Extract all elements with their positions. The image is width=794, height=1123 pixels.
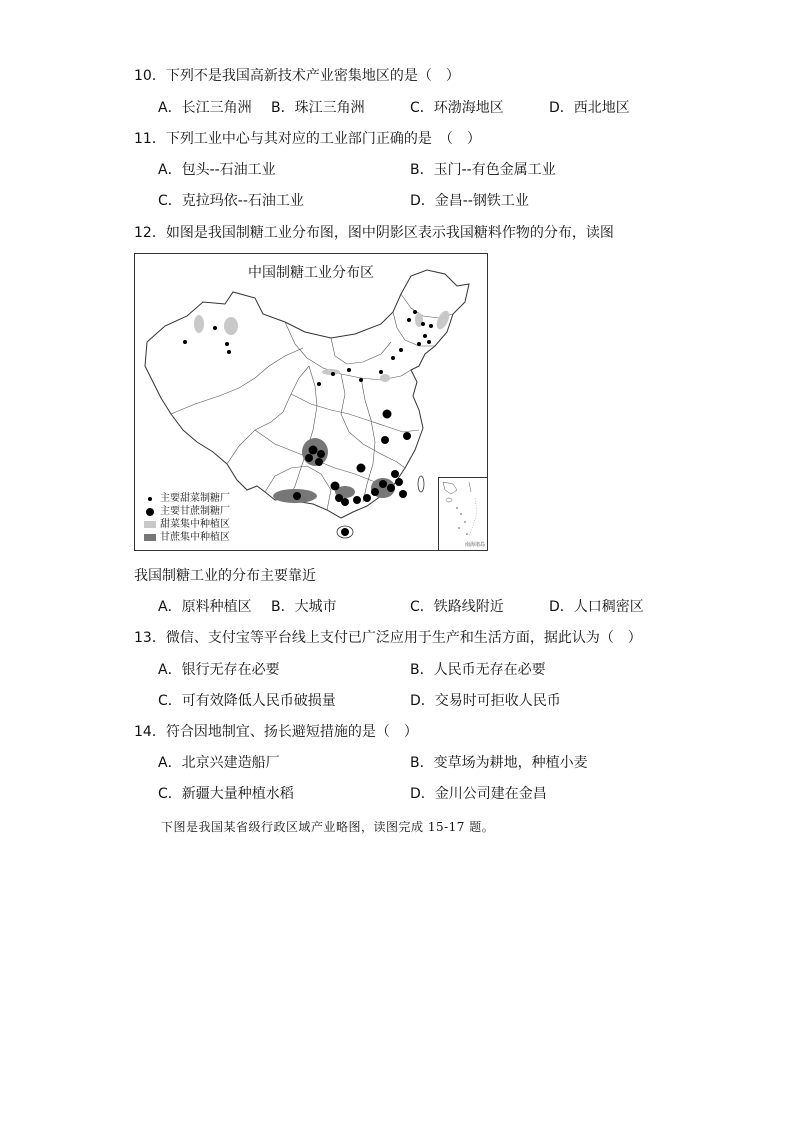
legend-beet-factory: 主要甜菜制糖厂 [160,493,230,504]
south-china-sea-inset [438,477,487,550]
q11-option-d: D．金昌--钢铁工业 [410,193,529,209]
question-13-stem: 13．微信、支付宝等平台线上支付已广泛应用于生产和生活方面，据此认为（ ） [134,630,642,646]
legend-beet-area: 甜菜集中种植区 [160,519,230,530]
map-title: 中国制糖工业分布区 [248,265,374,281]
q13-option-c: C．可有效降低人民币破损量 [158,693,336,709]
inset-map-shapes [439,478,487,550]
cane-area-swatch [144,534,156,541]
q11-option-c: C．克拉玛依--石油工业 [158,193,304,209]
beet-factory-symbol [148,497,152,501]
q11-option-b: B．玉门--有色金属工业 [410,162,556,178]
q12-option-c: C．铁路线附近 [410,599,504,615]
q12-option-d: D．人口稠密区 [549,599,644,615]
q13-option-d: D．交易时可拒收人民币 [410,693,561,709]
question-11-stem: 11．下列工业中心与其对应的工业部门正确的是 （ ） [134,131,481,147]
q14-option-a: A．北京兴建造船厂 [158,755,280,771]
q14-option-b: B．变草场为耕地，种植小麦 [410,755,588,771]
q12-option-b: B．大城市 [271,599,337,615]
sugar-industry-map [134,253,488,551]
question-12-stem: 12．如图是我国制糖工业分布图，图中阴影区表示我国糖料作物的分布，读图 [134,225,614,241]
q10-option-c: C．环渤海地区 [410,100,504,116]
legend-cane-factory: 主要甘蔗制糖厂 [160,506,230,517]
q14-option-c: C．新疆大量种植水稻 [158,786,294,802]
beet-area-swatch [144,521,156,528]
question-10-stem: 10．下列不是我国高新技术产业密集地区的是（ ） [134,68,460,84]
q13-option-b: B．人民币无存在必要 [410,662,546,678]
cane-factory-symbol [146,508,154,516]
q11-option-a: A．包头--石油工业 [158,162,276,178]
inset-label: 南海诸岛 [464,542,485,548]
question-14-stem: 14．符合因地制宜、扬长避短措施的是（ ） [134,724,418,740]
legend-cane-area: 甘蔗集中种植区 [160,532,230,543]
q10-option-a: A．长江三角洲 [158,100,252,116]
map-legend [143,492,230,544]
section-intro-15-17: 下图是我国某省级行政区域产业略图，读图完成 15-17 题。 [161,820,495,834]
question-12-stem-continued: 我国制糖工业的分布主要靠近 [134,568,316,584]
q10-option-d: D．西北地区 [549,100,630,116]
q10-option-b: B．珠江三角洲 [271,100,365,116]
q12-option-a: A．原料种植区 [158,599,252,615]
q13-option-a: A．银行无存在必要 [158,662,280,678]
q14-option-d: D．金川公司建在金昌 [410,786,547,802]
